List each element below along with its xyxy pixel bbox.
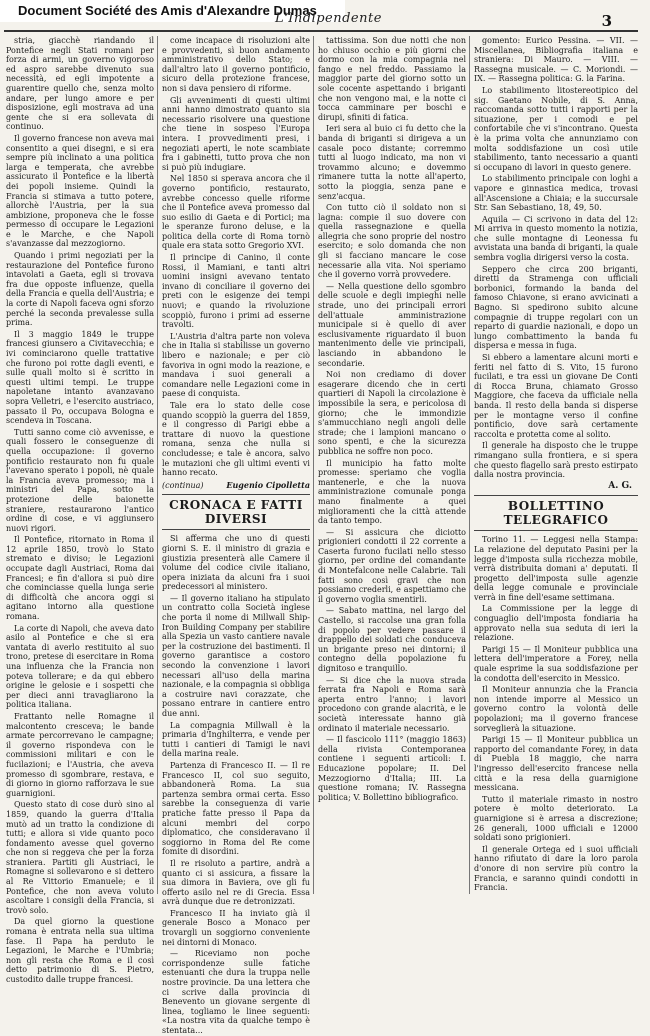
paragraph: — Riceviamo non poche corrispondenze sulle fatiche estenuanti che dura la truppa nelle nostre provincie. Da una lettera che ci scrive dalla provincia di Benevento un giovane sergente di linea, togliamo le linee seguenti: «La nostra vita da qualche tempo è stentata... [162, 949, 310, 1035]
paragraph: Il principe di Canino, il conte Rossi, il Mamiani, e tanti altri uomini insigni avevano tentato invano di conciliare il governo dei preti con le esigenze dei tempi nuovi; e quando la rivoluzione scoppiò, furono i primi ad esserne travolti. [162, 253, 310, 330]
paragraph: — Si assicura che diciotto prigionieri condotti il 22 corrente a Caserta furono fucilati nello stesso giorno, per ordine del comandante di Montefalcone nelle Calabrie. Tali fatti sono così gravi che non possiamo crederli, e aspettiamo che il governo voglia smentirli. [318, 527, 466, 604]
column-divider [469, 36, 470, 894]
paragraph: Ieri sera al buio ci fu detto che la banda di briganti si dirigeva a un casale poco distante; corremmo tutti al luogo indicato, ma non vi trovammo alcuno; e dovemmo rimanere tutta la notte all'aperto, sotto la pioggia, senza pane e senz'acqua. [318, 124, 466, 201]
paragraph: — Sabato mattina, nel largo del Castello, si raccolse una gran folla di popolo per vedere passare il drappello dei soldati che conduceva un brigante preso nei dintorni; il contegno della popolazione fu dignitoso e tranquillo. [318, 606, 466, 673]
paragraph: Partenza di Francesco II. — Il re Francesco II, col suo seguito, abbandonerà Roma. La sua partenza sembra ormai certa. Esso sarebbe la conseguenza di varie pratiche fatte presso il Papa da alcuni membri del corpo diplomatico, che consideravano il soggiorno in Roma del Re come fomite di disordini. [162, 760, 310, 857]
paragraph: Frattanto nelle Romagne il malcontento cresceva; le bande armate percorrevano le campagne; il governo rispondeva con le commissioni militari e con le fucilazioni; e l'Austria, che aveva promesso di sgombrare, restava, e di giorno in giorno rafforzava le sue guarnigioni. [6, 711, 154, 798]
header-rule [4, 30, 638, 32]
page-number: 3 [601, 12, 612, 30]
paragraph: Il generale Ortega ed i suoi ufficiali hanno rifiutato di dare la loro parola d'onore di non servire più contro la Francia, e saranno quindi condotti in Francia. [474, 844, 638, 893]
paragraph: Parigi 15 — Il Moniteur pubblica una lettera dell'imperatore a Forey, nella quale esprime la sua soddisfazione per la condotta dell'esercito in Messico. [474, 644, 638, 683]
paragraph: Da quel giorno la questione romana è entrata nella sua ultima fase. Il Papa ha perduto le Legazioni, le Marche e l'Umbria; non gli resta che Roma e il così detto patrimonio di S. Pietro, custodito dalle truppe francesi. [6, 917, 154, 984]
paragraph: — Il governo italiano ha stipulato un contratto colla Società inglese che porta il nome di Millwall Ship-Iron Building Company per stabilire alla Spezia un vasto cantiere navale per la costruzione dei bastimenti. Il governo garantisce a costoro secondo la convenzione i lavori necessari all'uso della marina nazionale, e la compagnia si obbliga a costruire navi corazzate, che possano entrare in cantiere entro due anni. [162, 593, 310, 718]
article-signature [162, 481, 310, 491]
paragraph: Tutto il materiale rimasto in nostro potere è molto deteriorato. La guarnigione si è arresa a discrezione; 26 generali, 1000 ufficiali e 12000 soldati sono prigionieri. [474, 794, 638, 843]
paragraph: Lo stabilimento principale con loghi a vapore e ginnastica medica, trovasi all'Ascensione a Chiaia; e la succursale Str. San Sebastiano, 18, 49, 50. [474, 174, 638, 213]
section-headline: BOLLETTINO TELEGRAFICO [474, 495, 638, 531]
paragraph: Il Pontefice, ritornato in Roma il 12 aprile 1850, trovò lo Stato stremato e diviso; le Legazioni occupate dagli Austriaci, Roma dai Francesi; e fin d'allora si può dire che cominciasse quella lunga serie di difficoltà che ancora oggi si agitano intorno alla questione romana. [6, 535, 154, 622]
paragraph: L'Austria d'altra parte non voleva che in Italia si stabilisse un governo libero e nazionale; e per ciò favoriva in ogni modo la reazione, e mandava i suoi generali a comandare nelle Legazioni come in paese di conquista. [162, 331, 310, 399]
paragraph: La corte di Napoli, che aveva dato asilo al Pontefice e che si era vantata di averlo restituito al suo trono, pretese di esercitare in Roma una influenza che la Francia non poteva tollerare; e da qui ebbero origine le gelosie e i sospetti che per dieci anni travagliarono la politica italiana. [6, 623, 154, 710]
paragraph: stria, giacchè riandando il Pontefice negli Stati romani per forza di armi, un governo vigoroso ed aspro sarebbe divenuto sua necessità, ed egli impotente a guarentire quello che, senza molto andare, per lungo amore e per disposizione, egli mostrava ad una gente che si era sollevata di continuo. [6, 36, 154, 132]
paragraph: come incapace di risoluzioni alte e provvedenti, sì buon andamento amministrativo dello Stato; e dall'altro lato il governo pontificio, sicuro della protezione francese, non si dava pensiero di riforme. [162, 36, 310, 93]
paragraph: Francesco II ha inviato già il generale Bosco a Monaco per trovargli un soggiorno conveniente nei dintorni di Monaco. [162, 908, 310, 947]
paragraph: Tale era lo stato delle cose quando scoppiò la guerra del 1859, e il congresso di Parigi ebbe a trattare di nuovo la questione romana, senza che nulla si concludesse; e tale è ancora, salvo le mutazioni che gli ultimi eventi vi hanno recato. [162, 400, 310, 478]
section-headline: CRONACA E FATTI DIVERSI [162, 494, 310, 530]
column-3 [318, 36, 466, 894]
author-name: Eugenio Cipolletta [226, 479, 310, 490]
paragraph: tattissima. Son due notti che non ho chiuso occhio e più giorni che dormo con la mia compagnia nel fango e nel freddo. Passiamo la maggior parte del giorno sotto un sole cocente aspettando i briganti che non vengono mai, e la notte ci tocca camminare per boschi e dirupi, sfiniti di fatica. [318, 36, 466, 122]
column-divider [313, 36, 314, 894]
paragraph: Quando i primi negoziati per la restaurazione del Pontefice furono intavolati a Gaeta, egli si trovava fra due opposte influenze, quella della Francia e quella dell'Austria; e la corte di Napoli faceva ogni sforzo perché la seconda prevalesse sulla prima. [6, 251, 154, 328]
paragraph: Si ebbero a lamentare alcuni morti e feriti nel fatto di S. Vito, 15 furono fucilati, e tra essi un giovane De Conti di Rocca Bruna, chiamato Grosso Maggiore, che faceva da ufficiale nella banda. Il resto della banda si disperse per le montagne verso il confine pontificio, dove sarà certamente raccolta e protetta come al solito. [474, 353, 638, 439]
paragraph: Tutti sanno come ciò avvenisse, e quali fossero le conseguenze di quella occupazione: il governo pontificio restaurato non fu quale l'avevano sperato i popoli, nè quale la Francia aveva promesso; ma i ministri del Papa, sotto la protezione delle baionette straniere, restaurarono l'antico ordine di cose, e vi aggiunsero nuovi rigori. [6, 427, 154, 533]
paragraph: Aquila — Ci scrivono in data del 12: Mi arriva in questo momento la notizia, che sulle montagne di Leonessa fu avvistata una banda di briganti, la quale sembra voglia dirigersi verso la costa. [474, 214, 638, 263]
paragraph: — Nella questione dello sgombro delle scuole e degli impieghi nelle strade, uno dei principali errori dell'attuale amministrazione municipale si è quello di aver esclusivamente riguardato il buon mantenimento delle vie principali, lasciando in abbandono le secondarie. [318, 281, 466, 368]
paragraph: Il re risoluto a partire, andrà a quanto ci si assicura, a fissare la sua dimora in Baviera, ove gli fu offerto asilo nel re di Grecia. Essa avrà dunque due re detronizzati. [162, 858, 310, 907]
newspaper-masthead: L'Indipendente [275, 11, 382, 26]
author-initials: A. G. [608, 480, 632, 491]
paragraph: Lo stabilimento litostereotipico del sig. Gaetano Nobile, di S. Anna, raccomanda sotto tutti i rapporti per la situazione, per i comodi e pel confortabile che vi s'incontrano. Questa è la prima volta che annunziamo con molta soddisfazione un così utile stabilimento, tanto necessario a quanti si occupano di lavori in questo genere. [474, 85, 638, 172]
paragraph: Il governo francese non aveva mai consentito a quei disegni, e si era sempre più inclinato a una politica larga e temperata, che avrebbe assicurato il Pontefice e la libertà dei popoli insieme. Quindi la Francia si stimava a tutto potere, allorchè l'Austria, per la sua ambizione, proponeva che le fosse permesso di occupare le Legazioni e le Marche, e che Napoli s'avanzasse dal mezzogiorno. [6, 133, 154, 249]
paragraph: Il generale ha disposto che le truppe rimangano sulla frontiera, e si spera che questo flagello sarà presto estirpato dalla nostra provincia. [474, 441, 638, 480]
paragraph: Parigi 15 — Il Moniteur pubblica un rapporto del comandante Forey, in data di Puebla 18 maggio, che narra l'ingresso dell'esercito francese nella città e la resa della guarnigione messicana. [474, 735, 638, 793]
column-divider [157, 36, 158, 894]
paragraph: — Si dice che la nuova strada ferrata fra Napoli e Roma sarà aperta entro l'anno; i lavori procedono con grande alacrità, e le società interessate hanno già ordinato il materiale necessario. [318, 675, 466, 733]
paragraph: Noi non crediamo di dover esagerare dicendo che in certi quartieri di Napoli la circolazione è impossibile la sera, e pericolosa di giorno; che le immondizie s'ammucchiano negli angoli delle strade; che i lampioni mancano o sono spenti, e che la sicurezza pubblica ne soffre non poco. [318, 370, 466, 456]
column-4 [474, 36, 638, 894]
column-2 [162, 36, 310, 1035]
paragraph: gomento: Eurico Pessina. — VII. — Miscellanea, Bibliografia italiana e straniera: Di Mauro. — VIII. — Rassegna musicale. — C. Moriondi. — IX. — Rassegna politica: G. la Farina. [474, 36, 638, 84]
paragraph: Il municipio ha fatto molte promesse: speriamo che voglia mantenerle, e che la nuova amministrazione comunale ponga mano finalmente a quei miglioramenti che la città attende da tanto tempo. [318, 458, 466, 526]
paragraph: Questo stato di cose durò sino al 1859, quando la guerra d'Italia mutò ad un tratto la condizione di tutti; e allora si vide quanto poco fondamento avesse quel governo che non si reggeva che per la forza straniera. Partiti gli Austriaci, le Romagne si sollevarono e si dettero al Re Vittorio Emanuele; e il Pontefice, che non aveva voluto ascoltare i consigli della Francia, si trovò solo. [6, 800, 154, 915]
paragraph: Il 3 maggio 1849 le truppe francesi giunsero a Civitavecchia; e ivi cominciarono quelle trattative che furono poi rotte dagli eventi, e sulle quali molto si è scritto in questi ultimi tempi. Le truppe napoletane intanto avanzavano sopra Velletri, e l'esercito austriaco, passato il Po, occupava Bologna e scendeva in Toscana. [6, 329, 154, 426]
paragraph: Gli avvenimenti di questi ultimi anni hanno dimostrato quanto sia necessario risolvere una questione che tiene in sospeso l'Europa intera. I provvedimenti presi, i negoziati aperti, le note scambiate fra i gabinetti, tutto prova che non si può più indugiare. [162, 95, 310, 172]
document-banner: Document Société des Amis d'Alexandre Dumas [0, 0, 345, 22]
paragraph: Si afferma che uno di questi giorni S. E. il ministro di grazia e giustizia presenterà alle Camere il volume del codice civile italiano, opera iniziata da alcuni fra i suoi predecessori al ministero. [162, 534, 310, 592]
paragraph: Il Moniteur annunzia che la Francia non intende imporre al Messico un governo contro la volontà delle popolazioni; ma il governo francese sorveglierà la situazione. [474, 685, 638, 733]
paragraph: Nel 1850 si sperava ancora che il governo pontificio, restaurato, avrebbe concesso quelle riforme che il Pontefice aveva promesso dal suo esilio di Gaeta e di Portici; ma le speranze furono deluse, e la politica della corte di Roma tornò quale era stata sotto Gregorio XVI. [162, 174, 310, 251]
column-1 [6, 36, 154, 984]
paragraph: La compagnia Millwall è la primaria d'Inghilterra, e vende per tutti i cantieri di Tamigi le navi della marina reale. [162, 720, 310, 759]
continua-label: (continua) [162, 480, 204, 490]
paragraph: Con tutto ciò il soldato non si lagna: compie il suo dovere con quella rassegnazione e quella allegria che sono proprie del nostro esercito; e solo domanda che non gli si facciano mancare le cose necessarie alla vita. Noi speriamo che il governo vorrà provvedere. [318, 203, 466, 280]
paragraph: Torino 11. — Leggesi nella Stampa: La relazione del deputato Pasini per la legge d'imposta sulla ricchezza mobile, verrà distribuita domani a' deputati. Il progetto dell'imposta sulle agenzie della legge comunale e provinciale verrà in fine dell'esame settimana. [474, 535, 638, 602]
paragraph: La Commissione per la legge di conguaglio dell'imposta fondiaria ha approvato nella sua seduta di ieri la relazione. [474, 604, 638, 643]
paragraph: — Il fascicolo 111° (maggio 1863) della rivista Contemporanea contiene i seguenti articoli: I. Educazione popolare; II. Del Mezzogiorno d'Italia; III. La questione romana; IV. Rassegna politica; V. Bollettino bibliografico. [318, 735, 466, 802]
paragraph: Seppero che circa 200 briganti, diretti da Stramenga con ufficiali borbonici, formando la banda del famoso Chiavone, si erano avvicinati a Bagno. Si spedirono subito alcune compagnie di truppe regolari con un reparto di guardie nazionali, e dopo un lungo combattimento la banda fu dispersa e messa in fuga. [474, 264, 638, 351]
